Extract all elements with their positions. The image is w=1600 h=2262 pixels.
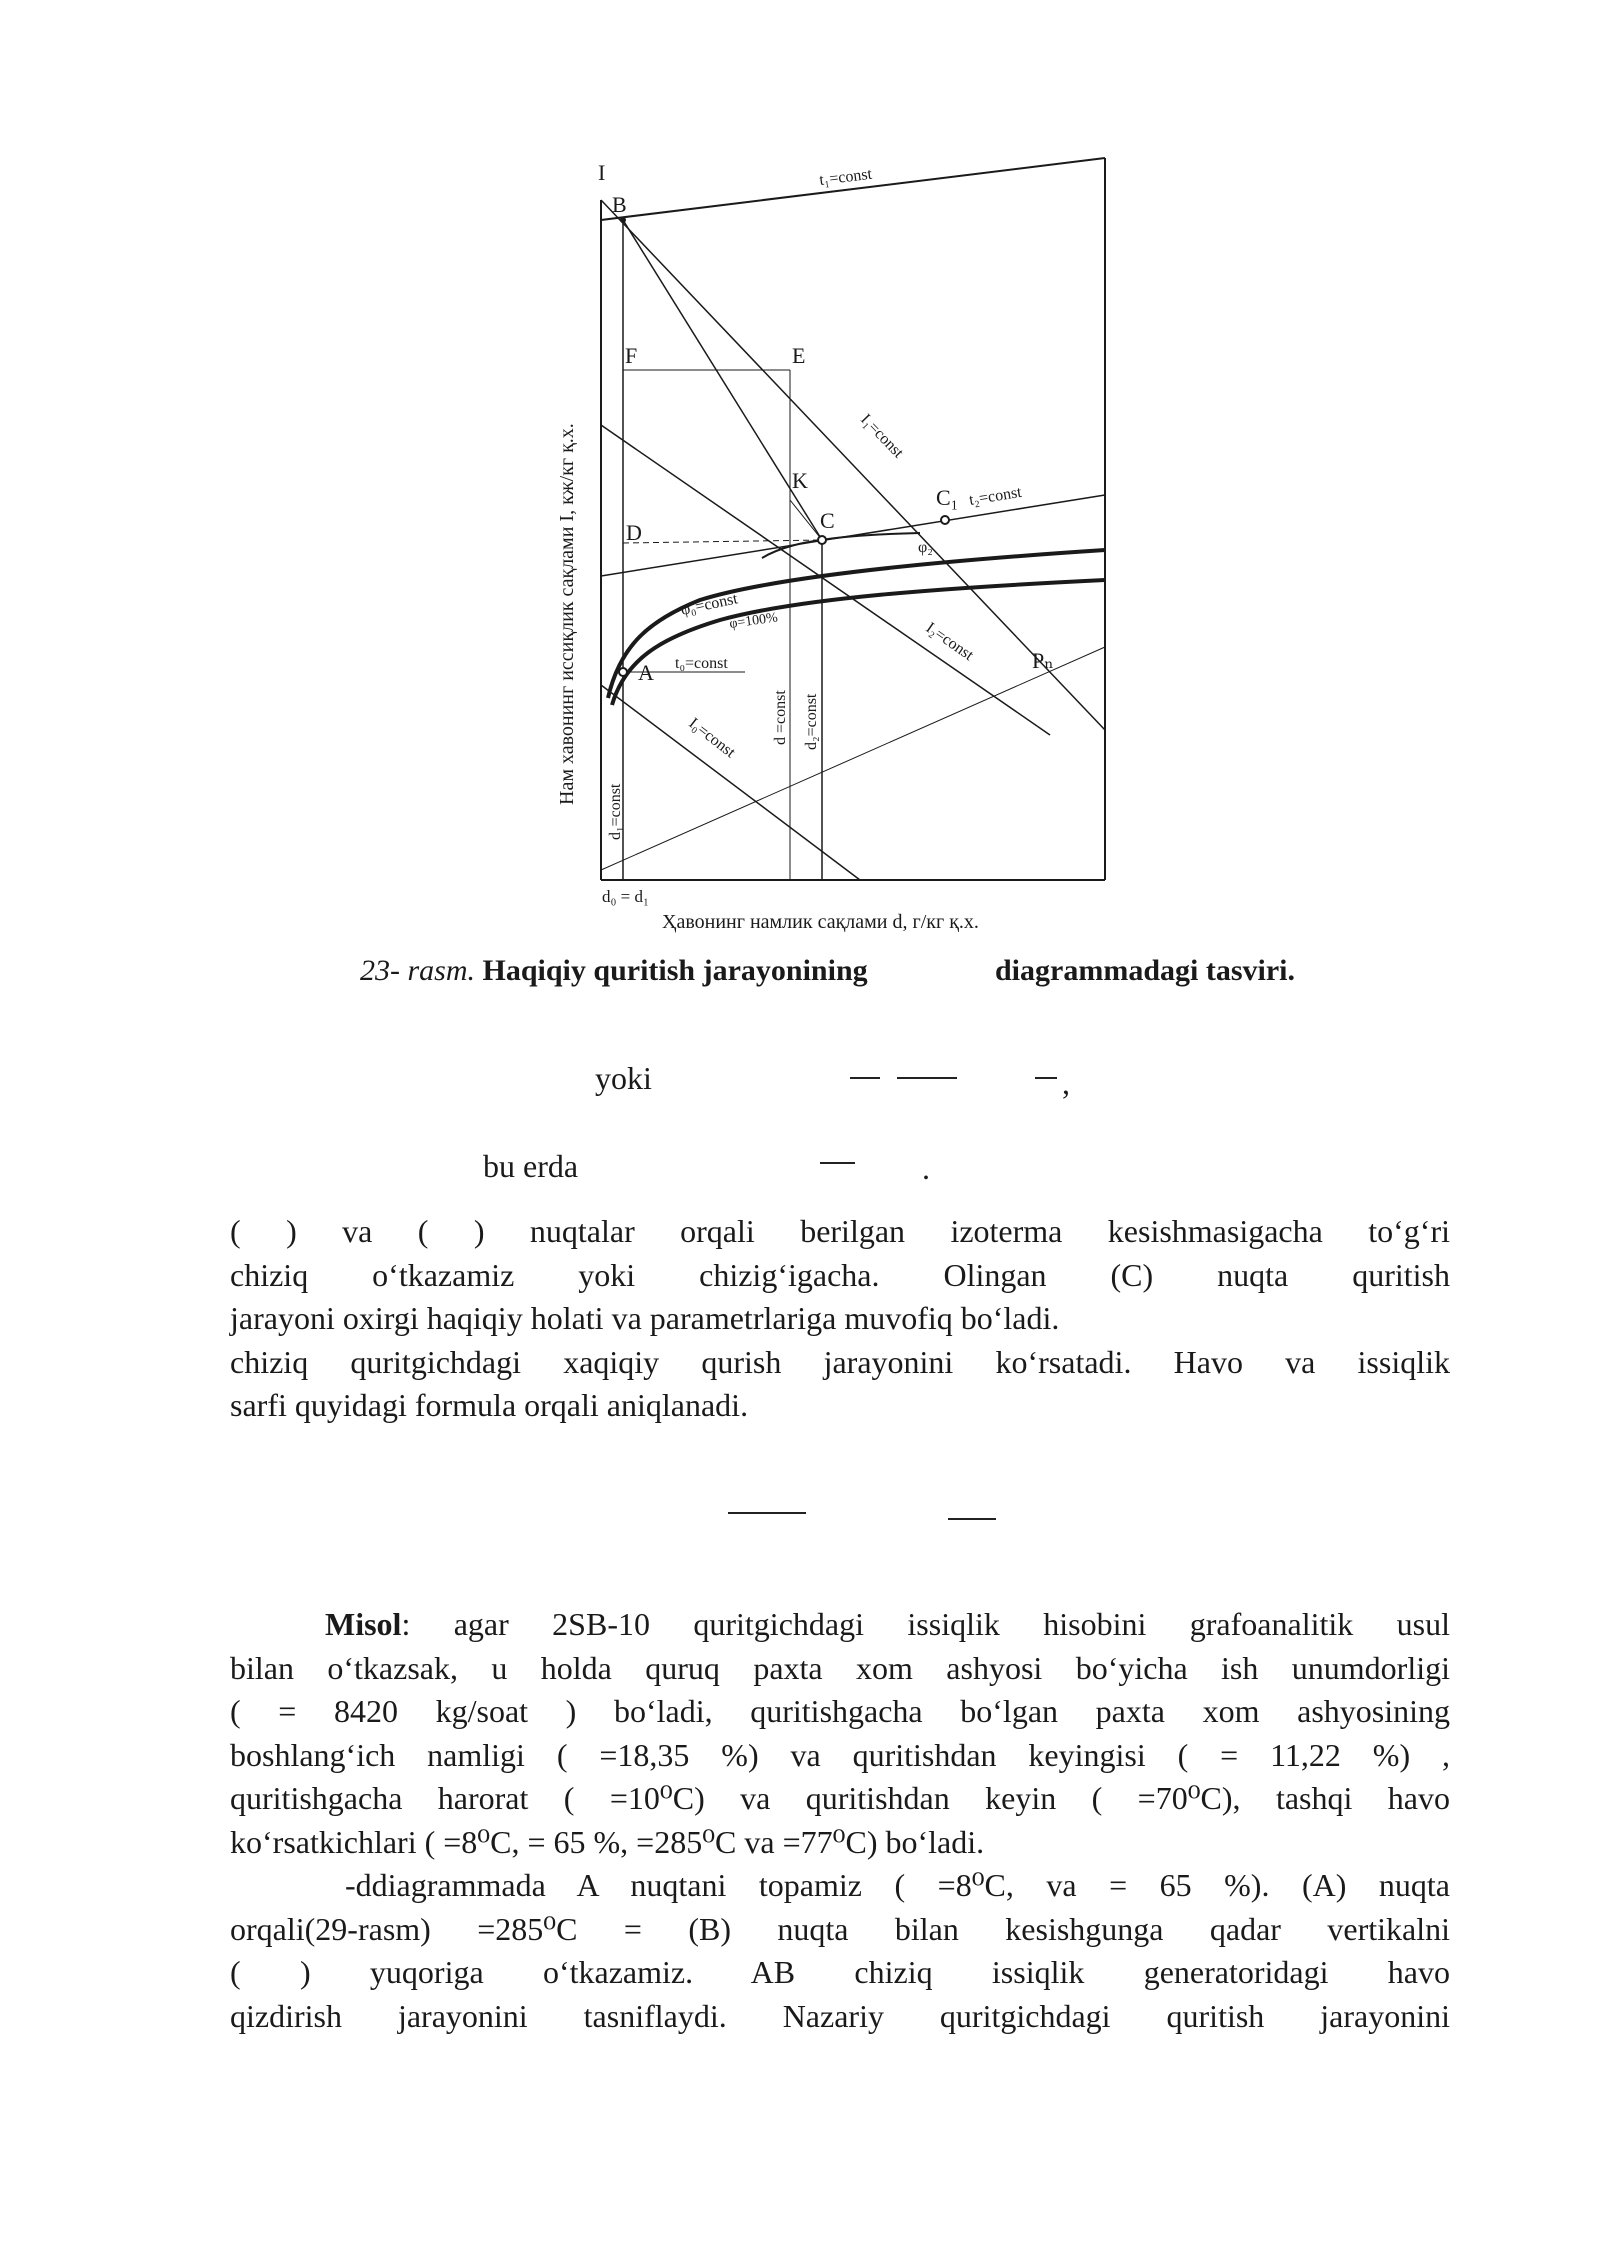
paragraph-2-line: quritishgacha harorat ( =10⁰C) va quritishdan keyin ( =70⁰C), tashqi havo [230, 1780, 1450, 1816]
label-phi-100: φ=100% [728, 610, 779, 632]
line-K-C [790, 500, 822, 540]
pn-line [601, 647, 1105, 870]
x-axis-label: Ҳавонинг намлик сақлами d, г/кг қ.х. [662, 911, 979, 933]
phi-100-curve [612, 580, 1105, 705]
caption-text-part1: Haqiqiy quritish jarayonining [482, 954, 868, 987]
label-phi0-const: φ₀=const [679, 590, 740, 619]
paragraph-2-line: ( = 8420 kg/soat ) bo‘ladi, quritishgacha bo‘lgan paxta xom ashyosining [230, 1693, 1450, 1729]
phi0-const-curve [608, 550, 1105, 698]
paragraph-1-line: ( ) va ( ) nuqtalar orqali berilgan izoterma kesishmasigacha to‘g‘ri [230, 1213, 1450, 1249]
point-A-marker [619, 668, 627, 676]
label-Pn: Pₙ [1032, 648, 1054, 673]
label-I2-const: I₂=const [922, 619, 977, 665]
label-d-const: d =const [772, 690, 789, 745]
paragraph-1 [230, 1210, 1450, 1428]
formula-yoki-text: yoki [595, 1060, 652, 1096]
misol-label: Misol [325, 1606, 402, 1642]
paragraph-2-line: ko‘rsatkichlari ( =8⁰C, = 65 %, =285⁰C va =77⁰C) bo‘ladi. [230, 1823, 985, 1860]
label-phi2: φ₂ [918, 539, 933, 556]
paragraph-2-line: ( ) yuqoriga o‘tkazamiz. AB chiziq issiqlik generatoridagi havo [230, 1954, 1450, 1990]
label-d2-const: d₂=const [803, 693, 820, 750]
id-diagram-figure [540, 150, 1120, 950]
figure-caption [360, 954, 1295, 988]
label-I1-const: I₁=const [857, 410, 907, 462]
label-K: K [792, 468, 808, 493]
formula-comma: , [1062, 1065, 1070, 1101]
line-DC-dashed [623, 540, 822, 543]
paragraph-2-line: boshlang‘ich namligi ( =18,35 %) va quritishdan keyingisi ( = 11,22 %) , [230, 1736, 1450, 1773]
point-B-marker [620, 217, 626, 223]
paragraph-1-line: chiziq o‘tkazamiz yoki chizig‘igacha. Olingan (C) nuqta quritish [230, 1256, 1450, 1293]
label-B: B [612, 192, 627, 217]
label-E: E [792, 343, 806, 368]
formula-fraction-bar-4 [820, 1162, 855, 1164]
paragraph-2-line: -ddiagrammada A nuqtani topamiz ( =8⁰C, va = 65 %). (A) nuqta [345, 1867, 1450, 1903]
caption-number: 23- rasm. [360, 954, 476, 987]
formula-fraction-bar-3 [1035, 1077, 1057, 1079]
formula-fraction-bar-1 [850, 1077, 880, 1079]
label-C: C [820, 508, 835, 533]
paragraph-2-first-line-rest: : agar 2SB-10 quritgichdagi issiqlik hisobini grafoanalitik usul [401, 1606, 1450, 1642]
paragraph-2 [230, 1603, 1450, 2038]
y-axis-label: Нам хавонинг иссиқлик сақлами I, кж/кг қ.х. [556, 423, 578, 805]
formula-fraction-bar-5 [728, 1512, 806, 1514]
label-A: A [638, 660, 654, 685]
label-D: D [626, 520, 642, 545]
label-C1: C₁ [936, 485, 959, 510]
origin-label: d₀ = d₁ [602, 887, 649, 906]
paragraph-2-first-line [230, 1603, 1450, 1647]
formula-fraction-bar-2 [897, 1077, 957, 1079]
label-I: I [598, 160, 606, 185]
paragraph-1-line: jarayoni oxirgi haqiqiy holati va parametrlariga muvofiq bo‘ladi. [230, 1300, 1060, 1336]
label-t1-const: t₁=const [818, 165, 873, 189]
formula-fraction-bar-6 [948, 1518, 996, 1520]
caption-text-part2: diagrammadagi tasviri. [995, 954, 1295, 987]
point-C1-marker [941, 516, 949, 524]
I1-const-line [601, 200, 1105, 730]
formula-bu-erda-text: bu erda [483, 1148, 579, 1184]
point-C-marker [818, 536, 826, 544]
phi2-curve [762, 533, 920, 558]
paragraph-1-line: sarfi quyidagi formula orqali aniqlanadi. [230, 1387, 749, 1423]
label-F: F [625, 343, 638, 368]
formula-period: . [922, 1150, 930, 1186]
label-I0-const: I₀=const [685, 714, 739, 762]
label-t0-const: t₀=const [675, 655, 728, 672]
paragraph-2-line: qizdirish jarayonini tasniflaydi. Nazariy quritgichdagi quritish jarayonini [230, 1997, 1450, 2034]
paragraph-1-line: chiziq quritgichdagi xaqiqiy qurish jarayonini ko‘rsatadi. Havo va issiqlik [230, 1343, 1450, 1380]
label-d1-const: d₁=const [607, 783, 624, 840]
I0-const-line [601, 685, 860, 880]
label-t2-const: t₂=const [967, 483, 1023, 509]
I2-const-line [601, 425, 1050, 735]
paragraph-2-line: orqali(29-rasm) =285⁰C = (B) nuqta bilan kesishgunga qadar vertikalni [230, 1910, 1450, 1947]
paragraph-2-line: bilan o‘tkazsak, u holda quruq paxta xom ashyosi bo‘yicha ish unumdorligi [230, 1649, 1450, 1686]
